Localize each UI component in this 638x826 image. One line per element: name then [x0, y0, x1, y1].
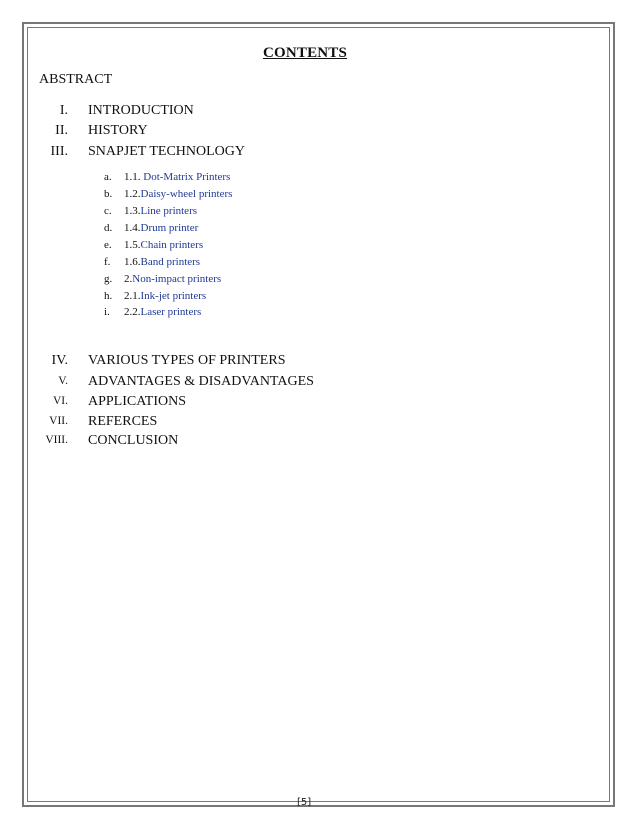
toc-subitem-letter: f. — [104, 256, 111, 268]
toc-subitem-letter: g. — [104, 273, 113, 285]
toc-subitem-number: 1.2. — [124, 188, 141, 200]
toc-subitem-letter: h. — [104, 290, 113, 302]
toc-subitem-link[interactable]: Laser printers — [140, 306, 202, 318]
toc-subitem-number: 2. — [124, 273, 133, 285]
toc-subitem-letter: c. — [104, 205, 112, 217]
toc-subitem-link[interactable]: Dot-Matrix Printers — [143, 171, 231, 183]
toc-subitem-link[interactable]: Drum printer — [140, 222, 199, 234]
toc-subitem-link[interactable]: Line printers — [140, 205, 198, 217]
toc-subitem-number: 1.1. — [124, 171, 141, 183]
toc-item-label: SNAPJET TECHNOLOGY — [88, 144, 245, 159]
toc-subitem-letter: a. — [104, 171, 112, 183]
toc-subitem-link[interactable]: Non-impact printers — [132, 273, 222, 285]
toc-subitem-number: 2.2. — [124, 306, 141, 318]
toc-subitem-number: 2.1. — [124, 290, 141, 302]
toc-item-number: I. — [59, 103, 68, 118]
toc-subitem-letter: d. — [104, 222, 113, 234]
toc-item-label: HISTORY — [88, 123, 148, 138]
toc-item-number: III. — [50, 144, 68, 159]
toc-subitem-letter: e. — [104, 239, 112, 251]
page-number: [5] — [297, 797, 312, 808]
toc-item-number: V. — [58, 375, 68, 387]
toc-subitem-number: 1.5. — [124, 239, 141, 251]
toc-subitem-link[interactable]: Ink-jet printers — [140, 290, 207, 302]
toc-item-label: CONCLUSION — [88, 433, 179, 448]
toc-subitem-letter: i. — [104, 306, 110, 318]
toc-item-label: INTRODUCTION — [88, 103, 194, 118]
toc-subitem-letter: b. — [104, 188, 113, 200]
toc-item-label: REFERCES — [88, 414, 158, 429]
toc-subitem-number: 1.4. — [124, 222, 141, 234]
toc-item-abstract: ABSTRACT — [39, 72, 113, 87]
toc-item-label: ADVANTAGES & DISADVANTAGES — [88, 374, 314, 389]
toc-subitem-link[interactable]: Daisy-wheel printers — [140, 188, 233, 200]
toc-subitem-number: 1.6. — [124, 256, 141, 268]
toc-subitem-number: 1.3. — [124, 205, 141, 217]
toc-subitem-link[interactable]: Chain printers — [140, 239, 204, 251]
toc-item-number: IV. — [51, 353, 68, 368]
toc-item-number: VII. — [49, 415, 68, 427]
page-title: CONTENTS — [262, 45, 348, 61]
toc-subitem-link[interactable]: Band printers — [140, 256, 201, 268]
toc-item-number: VIII. — [45, 434, 68, 446]
toc-item-number: VI. — [52, 395, 68, 407]
toc-item-label: VARIOUS TYPES OF PRINTERS — [88, 353, 286, 368]
toc-item-label: APPLICATIONS — [88, 394, 187, 409]
toc-item-number: II. — [55, 123, 68, 138]
